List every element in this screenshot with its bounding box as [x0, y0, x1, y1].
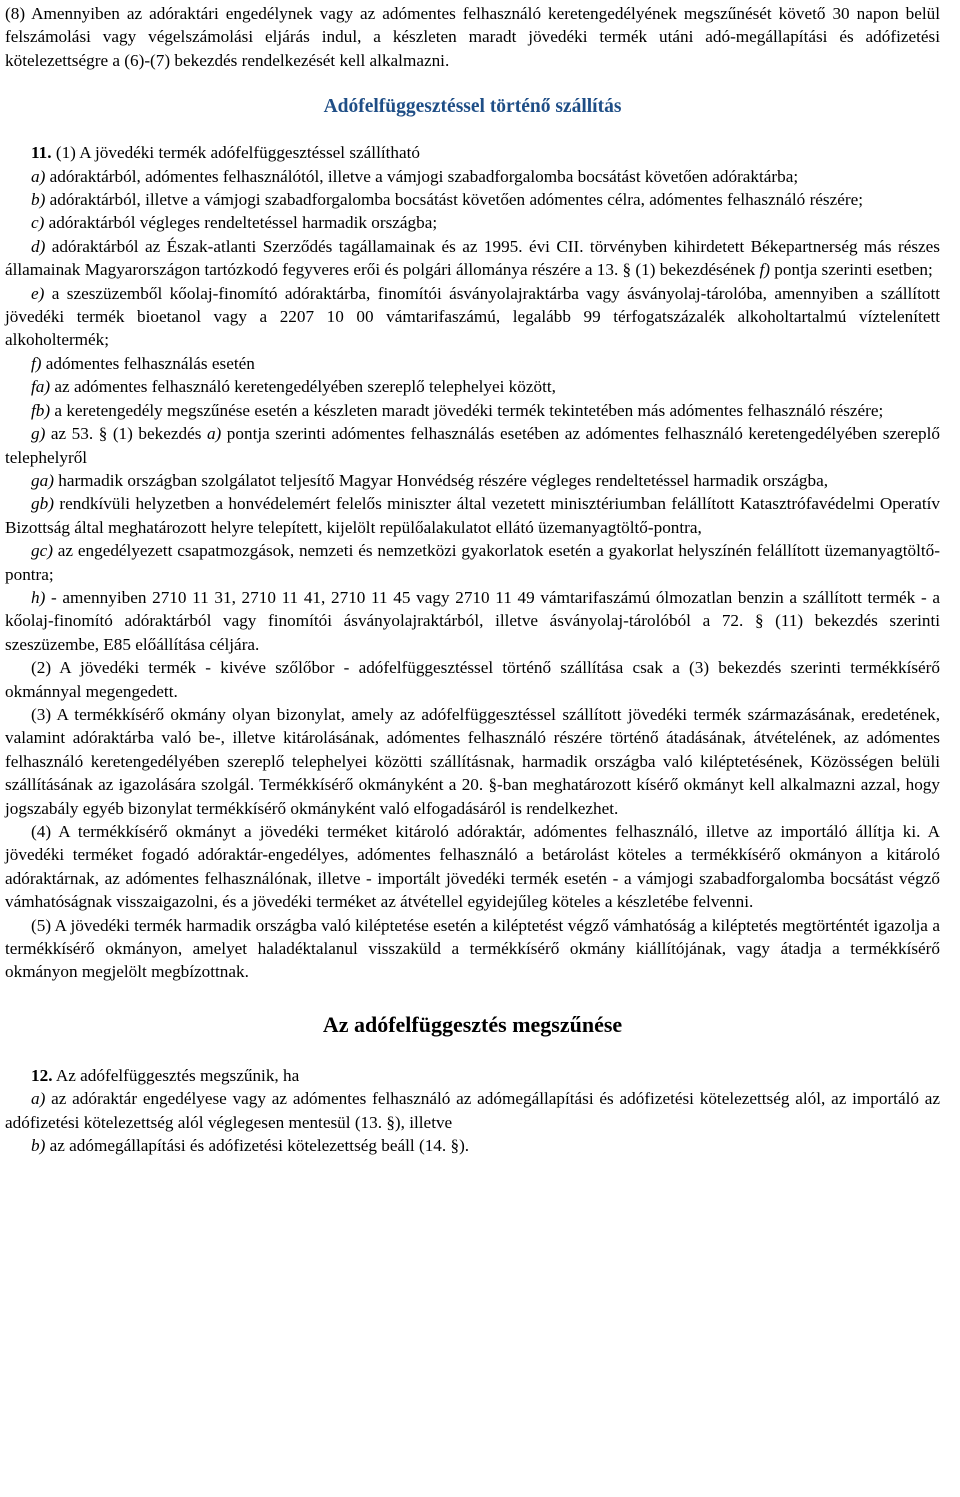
item-label: gb) [31, 494, 54, 514]
paragraph-5: (5) A jövedéki termék harmadik országba való kiléptetése esetén a kiléptetést végző vámhatóság a kiléptetés megtörténtét igazolja a termékkísérő okmányon, amelyet haladéktalanul visszaküld a termékkísérő okmány kiállítójának, vagy átadja a termékkísérő okmányon megjelölt megbízottnak. [5, 915, 940, 982]
item-label: e) [31, 283, 45, 303]
section-heading-suspension-end: Az adófelfüggesztés megszűnése [322, 1011, 623, 1037]
item-text: az engedélyezett csapatmozgások, nemzeti és nemzetközi gyakorlatok esetén a gyakorlat helyszínén felállított üzemanyagtöltő-pontra; [5, 541, 940, 584]
item-text: az 53. § (1) bekezdés [45, 424, 207, 444]
item-b [5, 188, 940, 211]
item-text: pontja szerinti adómentes felhasználás esetében az adómentes felhasználó keretengedélyében szereplő telephelyről [5, 424, 940, 467]
item-label: d) [31, 236, 46, 256]
item-text: - amennyiben 2710 11 31, 2710 11 41, 2710 11 45 vagy 2710 11 49 vámtarifaszámú ólmozatlan benzin a szállított termék - a kőolaj-finomító adóraktárból vagy finomítói ásványolajraktárból, illetve ásványolaj-tárolóból a 72. § (11) bekezdés szerinti szeszüzembe, E85 előállítása céljára. [5, 587, 940, 654]
section-number: 12. [31, 1065, 53, 1085]
s12-item-a [5, 1087, 940, 1134]
item-c [5, 211, 940, 234]
item-text: az adómegállapítási és adófizetési kötelezettség beáll (14. §). [45, 1136, 470, 1156]
item-text: adóraktárból, illetve a vámjogi szabadforgalomba bocsátást követően adómentes célra, adómentes felhasználó részére; [45, 190, 863, 210]
item-gc [5, 539, 940, 586]
item-fb [5, 399, 940, 422]
item-label: gc) [31, 541, 53, 561]
item-ga [5, 469, 940, 492]
item-text: az adómentes felhasználó keretengedélyében szereplő telephelyei között, [50, 377, 556, 397]
item-label: b) [31, 1136, 46, 1156]
item-text: a szeszüzemből kőolaj-finomító adóraktárba, finomítói ásványolajraktárba vagy ásványolaj-tárolóba, amennyiben a szállított jövedéki termék bioetanol vagy a 2207 10 00 vámtarifaszámú, legalább 99 térfogatszázalék alkoholtartalmú víztelenített alkoholtermék; [5, 283, 940, 350]
item-g [5, 422, 940, 469]
item-text: rendkívüli helyzetben a honvédelemért felelős miniszter által vezetett minisztériumban felállított Katasztrófavédelmi Operatív Bizottság által meghatározott helyre telepített, kijelölt repülőalakulatot ellátó üzemanyagtöltő-pontra, [5, 494, 940, 537]
item-text: adómentes felhasználás esetén [41, 353, 255, 373]
inline-ref: f) [759, 260, 770, 280]
item-text: adóraktárból végleges rendeltetéssel harmadik országba; [44, 213, 438, 233]
item-label: fa) [31, 377, 51, 397]
item-a [5, 165, 940, 188]
document-page [5, 2, 940, 1157]
item-fa [5, 375, 940, 398]
section-11-intro-text: (1) A jövedéki termék adófelfüggesztéssel szállítható [51, 143, 421, 163]
item-f [5, 352, 940, 375]
item-d [5, 235, 940, 282]
section-heading-suspension-transport: Adófelfüggesztéssel történő szállítás [323, 96, 622, 118]
item-label: fb) [31, 400, 51, 420]
item-label: h) [31, 587, 46, 607]
section-11-intro [5, 141, 940, 164]
item-text: pontja szerinti esetben; [770, 260, 933, 280]
item-label: ga) [31, 470, 54, 490]
section-12-intro-text: Az adófelfüggesztés megszűnik, ha [52, 1065, 300, 1085]
inline-ref: a) [206, 424, 222, 444]
s12-item-b [5, 1134, 940, 1157]
item-label: a) [31, 166, 46, 186]
item-label: c) [31, 213, 45, 233]
item-h [5, 586, 940, 656]
item-label: f) [31, 353, 42, 373]
item-label: b) [31, 190, 46, 210]
paragraph-4: (4) A termékkísérő okmányt a jövedéki terméket kitároló adóraktár, adómentes felhasználó, illetve az importáló állítja ki. A jövedéki terméket fogadó adóraktár-engedélyes, adómentes felhasználó a betárolást köteles a termékkísérő okmányon a kitároló adóraktárnak, az adómentes felhasználónak, illetve - importált jövedéki termék esetén - a vámjogi szabadforgalomba bocsátást végző vámhatóságnak visszaigazolni, és a jövedéki terméket az átvétellel egyidejűleg köteles a készletébe felvenni. [5, 822, 940, 912]
section-number: 11. [31, 143, 52, 163]
item-text: adóraktárból az Észak-atlanti Szerződés tagállamainak és az 1995. évi CII. törvényben kihirdetett Békepartnerség más részes államainak Magyarországon tartózkodó fegyveres erői és polgári állománya részére a 13. § (1) bekezdésének [5, 236, 940, 280]
item-gb [5, 492, 940, 539]
item-text: adóraktárból, adómentes felhasználótól, illetve a vámjogi szabadforgalomba bocsátást követően adóraktárba; [45, 166, 799, 186]
section-12-intro [5, 1064, 940, 1087]
item-text: harmadik országban szolgálatot teljesítő Magyar Honvédség részére végleges rendeltetéssel harmadik országba, [53, 470, 829, 490]
item-label: g) [31, 424, 46, 444]
paragraph-2: (2) A jövedéki termék - kivéve szőlőbor - adófelfüggesztéssel történő szállítása csak a (3) bekezdés szerinti termékkísérő okmánnyal megengedett. [5, 658, 940, 701]
item-text: az adóraktár engedélyese vagy az adómentes felhasználó az adómegállapítási és adófizetési kötelezettség alól, az importáló az adófizetési kötelezettség alól véglegesen mentesül (13. §), illetve [5, 1089, 940, 1132]
item-text: a keretengedély megszűnése esetén a készleten maradt jövedéki termék tekintetében más adómentes felhasználó részére; [50, 400, 884, 420]
item-e [5, 282, 940, 352]
paragraph-8: (8) Amennyiben az adóraktári engedélynek vagy az adómentes felhasználó keretengedélyének megszűnését követő 30 napon belül felszámolási vagy végelszámolási eljárás indul, a készleten maradt jövedéki termék utáni adó-megállapítási és adófizetési kötelezettségre a (6)-(7) bekezdés rendelkezését kell alkalmazni. [5, 4, 940, 70]
paragraph-3: (3) A termékkísérő okmány olyan bizonylat, amely az adófelfüggesztéssel szállított jövedéki termék származásának, eredetének, valamint adóraktárba való be-, illetve kitárolásának, adómentes felhasználó részére történő átadásának, átvételének, az adómentes felhasználó keretengedélyében szereplő telephelyei közötti szállításnak, harmadik országba való kiléptetésének, Közösségen belüli szállításának az igazolására szolgál. Termékkísérő okmányként a 20. §-ban meghatározott kísérő okmányt kell alkalmazni azzal, hogy jogszabály egyéb bizonylat termékkísérő okmányként való elfogadásáról is rendelkezhet. [5, 704, 940, 818]
item-label: a) [31, 1089, 46, 1109]
